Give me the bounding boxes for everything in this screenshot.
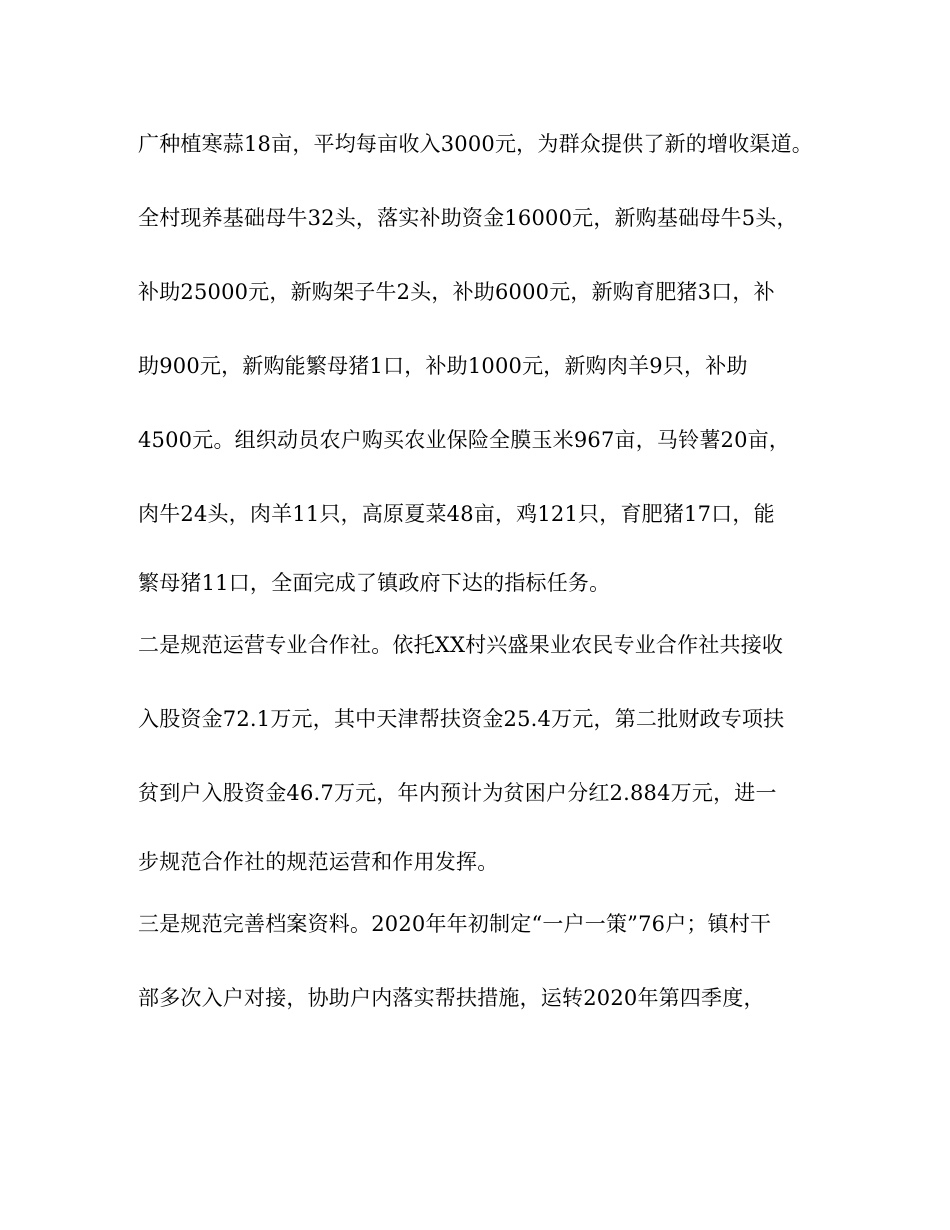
- text-line: 广种植寒蒜18亩，平均每亩收入3000元，为群众提供了新的增收渠道。: [138, 132, 813, 156]
- text-line: 贫到户入股资金46.7万元，年内预计为贫困户分红2.884万元，进一: [138, 781, 777, 805]
- text-line: 助900元，新购能繁母猪1口，补助1000元，新购肉羊9只，补助: [138, 354, 748, 378]
- text-line: 繁母猪11口，全面完成了镇政府下达的指标任务。: [138, 571, 611, 595]
- text-line: 肉牛24头，肉羊11只，高原夏菜48亩，鸡121只，育肥猪17口，能: [138, 502, 775, 526]
- text-line: 步规范合作社的规范运营和作用发挥。: [138, 850, 499, 874]
- text-line: 入股资金72.1万元，其中天津帮扶资金25.4万元，第二批财政专项扶: [138, 707, 785, 731]
- text-line: 补助25000元，新购架子牛2头，补助6000元，新购育肥猪3口，补: [138, 280, 775, 304]
- text-line: 部多次入户对接，协助户内落实帮扶措施，运转2020年第四季度，: [138, 986, 765, 1010]
- text-line: 全村现养基础母牛32头，落实补助资金16000元，新购基础母牛5头，: [138, 206, 798, 230]
- text-line: 4500元。组织动员农户购买农业保险全膜玉米967亩，马铃薯20亩，: [138, 428, 791, 452]
- paragraph-3-first-line: 三是规范完善档案资料。2020年年初制定“一户一策”76户；镇村干: [138, 912, 772, 936]
- paragraph-2-first-line: 二是规范运营专业合作社。依托XX村兴盛果业农民专业合作社共接收: [138, 633, 784, 657]
